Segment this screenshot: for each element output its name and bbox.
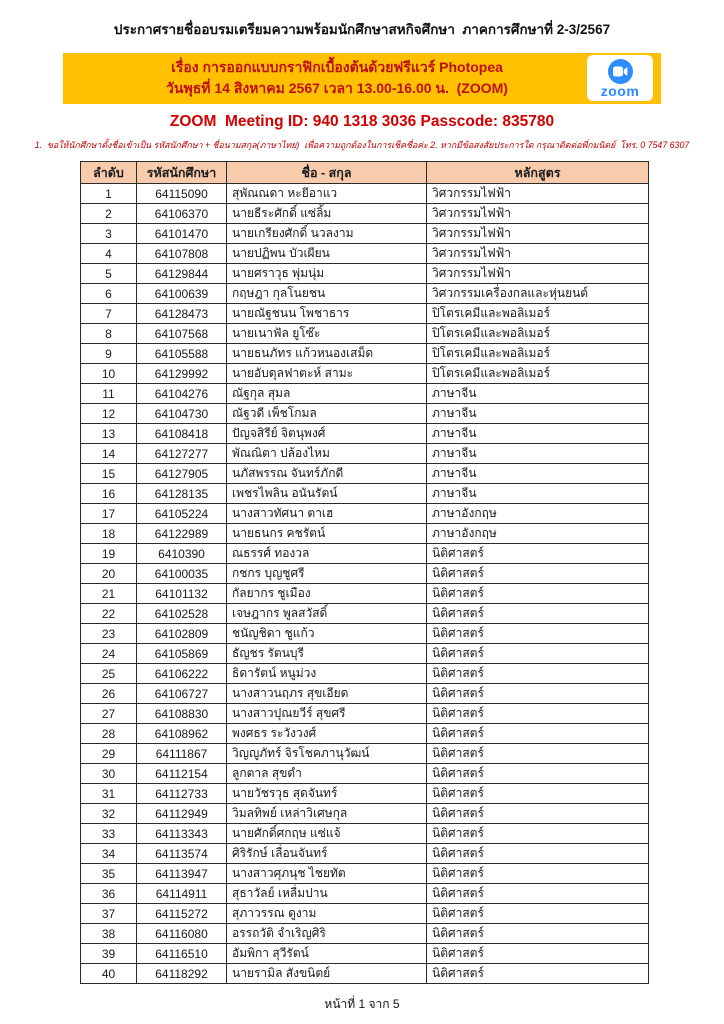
row-order-cell: 13 xyxy=(81,424,137,444)
student-name-cell: สุธาวัลย์ เหลื่มปาน xyxy=(227,884,427,904)
table-row xyxy=(81,424,649,444)
table-row xyxy=(81,364,649,384)
page-number: หน้าที่ 1 จาก 5 xyxy=(324,997,400,1011)
program-cell: นิติศาสตร์ xyxy=(427,764,649,784)
program-cell: ภาษาจีน xyxy=(427,404,649,424)
row-order-cell: 5 xyxy=(81,264,137,284)
student-table xyxy=(80,161,649,984)
banner-date-line: วันพุธที่ 14 สิงหาคม 2567 เวลา 13.00-16.00 น. (ZOOM) xyxy=(166,80,508,96)
table-row xyxy=(81,344,649,364)
program-cell: นิติศาสตร์ xyxy=(427,864,649,884)
student-name-cell: ณธรรศ์ ทองวล xyxy=(227,544,427,564)
table-row xyxy=(81,724,649,744)
table-row xyxy=(81,184,649,204)
student-name-cell: อัมพิกา สุวีรัตน์ xyxy=(227,944,427,964)
program-cell: ปิโตรเคมีและพอลิเมอร์ xyxy=(427,324,649,344)
student-name-cell: กฤษฎา กุลโนยชน xyxy=(227,284,427,304)
zoom-camera-icon xyxy=(608,59,633,84)
row-order-cell: 14 xyxy=(81,444,137,464)
row-order-cell: 10 xyxy=(81,364,137,384)
table-header-row xyxy=(81,162,649,184)
table-row xyxy=(81,924,649,944)
header-program: หลักสูตร xyxy=(427,162,649,184)
program-cell: นิติศาสตร์ xyxy=(427,964,649,984)
table-row xyxy=(81,224,649,244)
student-id-cell: 64127277 xyxy=(137,444,227,464)
row-order-cell: 22 xyxy=(81,604,137,624)
table-row xyxy=(81,644,649,664)
student-name-cell: ชนัญชิดา ชูแก้ว xyxy=(227,624,427,644)
table-row xyxy=(81,524,649,544)
student-name-cell: นางสาวทัศนา ตาเฮ xyxy=(227,504,427,524)
student-name-cell: นายเกรียงศักดิ์ นวลงาม xyxy=(227,224,427,244)
program-cell: นิติศาสตร์ xyxy=(427,624,649,644)
student-name-cell: ธิดารัตน์ หนูม่วง xyxy=(227,664,427,684)
student-id-cell: 64106727 xyxy=(137,684,227,704)
student-name-cell: นายอับดุลฟาตะห์ สามะ xyxy=(227,364,427,384)
student-name-cell: เพชรไพลิน อนันรัตน์ xyxy=(227,484,427,504)
program-cell: ปิโตรเคมีและพอลิเมอร์ xyxy=(427,304,649,324)
table-row xyxy=(81,684,649,704)
program-cell: นิติศาสตร์ xyxy=(427,784,649,804)
student-id-cell: 64102528 xyxy=(137,604,227,624)
program-cell: นิติศาสตร์ xyxy=(427,564,649,584)
table-row xyxy=(81,404,649,424)
header-name: ชื่อ - สกุล xyxy=(227,162,427,184)
student-id-cell: 64107568 xyxy=(137,324,227,344)
program-cell: วิศวกรรมไฟฟ้า xyxy=(427,184,649,204)
student-name-cell: นายปฏิพน บัวเผียน xyxy=(227,244,427,264)
student-id-cell: 64113947 xyxy=(137,864,227,884)
table-row xyxy=(81,504,649,524)
row-order-cell: 18 xyxy=(81,524,137,544)
row-order-cell: 37 xyxy=(81,904,137,924)
row-order-cell: 17 xyxy=(81,504,137,524)
table-row xyxy=(81,824,649,844)
student-id-cell: 64105588 xyxy=(137,344,227,364)
table-row xyxy=(81,884,649,904)
student-id-cell: 64115272 xyxy=(137,904,227,924)
program-cell: วิศวกรรมไฟฟ้า xyxy=(427,204,649,224)
program-cell: ภาษาจีน xyxy=(427,384,649,404)
table-row xyxy=(81,324,649,344)
table-row xyxy=(81,204,649,224)
student-id-cell: 64111867 xyxy=(137,744,227,764)
student-name-cell: พัณณิตา ปล้องไหม xyxy=(227,444,427,464)
table-row xyxy=(81,964,649,984)
table-row xyxy=(81,584,649,604)
student-id-cell: 64112733 xyxy=(137,784,227,804)
student-id-cell: 64108830 xyxy=(137,704,227,724)
student-name-cell: ณัฐกุล สุมล xyxy=(227,384,427,404)
table-row xyxy=(81,664,649,684)
table-row xyxy=(81,384,649,404)
banner-topic-line: เรื่อง การออกแบบกราฟิกเบื้องต้นด้วยฟรีแวร์ Photopea xyxy=(171,59,503,75)
student-name-cell: เจษฎากร พูลสวัสดิ์ xyxy=(227,604,427,624)
zoom-logo xyxy=(587,55,653,101)
table-row xyxy=(81,444,649,464)
row-order-cell: 35 xyxy=(81,864,137,884)
student-name-cell: สุภาวรรณ ดูงาม xyxy=(227,904,427,924)
student-id-cell: 64129844 xyxy=(137,264,227,284)
program-cell: นิติศาสตร์ xyxy=(427,584,649,604)
program-cell: นิติศาสตร์ xyxy=(427,804,649,824)
row-order-cell: 31 xyxy=(81,784,137,804)
student-name-cell: นางสาวนฤภร สุขเอียด xyxy=(227,684,427,704)
student-name-cell: นายธีระศักดิ์ แซ่ลิ้ม xyxy=(227,204,427,224)
row-order-cell: 11 xyxy=(81,384,137,404)
student-id-cell: 64129992 xyxy=(137,364,227,384)
row-order-cell: 40 xyxy=(81,964,137,984)
program-cell: นิติศาสตร์ xyxy=(427,924,649,944)
student-id-cell: 64107808 xyxy=(137,244,227,264)
table-row xyxy=(81,604,649,624)
student-id-cell: 64122989 xyxy=(137,524,227,544)
row-order-cell: 30 xyxy=(81,764,137,784)
student-id-cell: 64105869 xyxy=(137,644,227,664)
program-cell: ภาษาจีน xyxy=(427,484,649,504)
row-order-cell: 34 xyxy=(81,844,137,864)
student-name-cell: นายธนภัทร แก้วหนองเสม็ด xyxy=(227,344,427,364)
student-id-cell: 64116510 xyxy=(137,944,227,964)
table-row xyxy=(81,904,649,924)
student-id-cell: 64106222 xyxy=(137,664,227,684)
table-row xyxy=(81,764,649,784)
program-cell: นิติศาสตร์ xyxy=(427,724,649,744)
student-id-cell: 64115090 xyxy=(137,184,227,204)
student-table-body xyxy=(81,184,649,984)
page-title: ประกาศรายชื่ออบรมเตรียมความพร้อมนักศึกษาสหกิจศึกษา ภาคการศึกษาที่ 2-3/2567 xyxy=(113,22,611,37)
student-id-cell: 64104276 xyxy=(137,384,227,404)
student-name-cell: นางสาวศุภนุช ไชยทัต xyxy=(227,864,427,884)
program-cell: ปิโตรเคมีและพอลิเมอร์ xyxy=(427,344,649,364)
row-order-cell: 2 xyxy=(81,204,137,224)
student-id-cell: 6410390 xyxy=(137,544,227,564)
student-id-cell: 64118292 xyxy=(137,964,227,984)
program-cell: นิติศาสตร์ xyxy=(427,544,649,564)
table-row xyxy=(81,704,649,724)
row-order-cell: 12 xyxy=(81,404,137,424)
student-id-cell: 64104730 xyxy=(137,404,227,424)
table-row xyxy=(81,544,649,564)
student-id-cell: 64102809 xyxy=(137,624,227,644)
topic-banner xyxy=(63,53,661,104)
table-row xyxy=(81,944,649,964)
table-row xyxy=(81,844,649,864)
student-id-cell: 64114911 xyxy=(137,884,227,904)
student-name-cell: นายณัฐชนน โพชาธาร xyxy=(227,304,427,324)
program-cell: นิติศาสตร์ xyxy=(427,684,649,704)
row-order-cell: 36 xyxy=(81,884,137,904)
header-order: ลำดับ xyxy=(81,162,137,184)
table-row xyxy=(81,564,649,584)
row-order-cell: 8 xyxy=(81,324,137,344)
program-cell: ภาษาจีน xyxy=(427,464,649,484)
student-name-cell: นายศักดิ์ศกฤษ แซ่แจ้ xyxy=(227,824,427,844)
program-cell: วิศวกรรมเครื่องกลและหุ่นยนต์ xyxy=(427,284,649,304)
student-name-cell: ศิริรักษ์ เลื่อนจันทร์ xyxy=(227,844,427,864)
student-id-cell: 64106370 xyxy=(137,204,227,224)
student-name-cell: นางสาวปุณยวีร์ สุขศรี xyxy=(227,704,427,724)
student-name-cell: วิญญูภัทร์ จิรโชคภานุวัฒน์ xyxy=(227,744,427,764)
table-row xyxy=(81,484,649,504)
student-id-cell: 64108962 xyxy=(137,724,227,744)
row-order-cell: 25 xyxy=(81,664,137,684)
program-cell: นิติศาสตร์ xyxy=(427,704,649,724)
row-order-cell: 28 xyxy=(81,724,137,744)
student-name-cell: นายวัชรวุธ สุดจันทร์ xyxy=(227,784,427,804)
program-cell: นิติศาสตร์ xyxy=(427,904,649,924)
student-id-cell: 64128473 xyxy=(137,304,227,324)
row-order-cell: 33 xyxy=(81,824,137,844)
student-id-cell: 64127905 xyxy=(137,464,227,484)
table-row xyxy=(81,304,649,324)
row-order-cell: 7 xyxy=(81,304,137,324)
student-name-cell: นายศราวุธ พุ่มนุ่ม xyxy=(227,264,427,284)
table-row xyxy=(81,804,649,824)
zoom-logo-label: zoom xyxy=(600,82,640,99)
row-order-cell: 4 xyxy=(81,244,137,264)
row-order-cell: 39 xyxy=(81,944,137,964)
row-order-cell: 24 xyxy=(81,644,137,664)
row-order-cell: 38 xyxy=(81,924,137,944)
program-cell: นิติศาสตร์ xyxy=(427,884,649,904)
program-cell: ภาษาอังกฤษ xyxy=(427,504,649,524)
student-name-cell: นายรามิล สังขนิตย์ xyxy=(227,964,427,984)
student-name-cell: ปัญจสิรีย์ จิตนุพงศ์ xyxy=(227,424,427,444)
student-name-cell: นายธนกร คชรัตน์ xyxy=(227,524,427,544)
row-order-cell: 1 xyxy=(81,184,137,204)
program-cell: นิติศาสตร์ xyxy=(427,744,649,764)
program-cell: ภาษาอังกฤษ xyxy=(427,524,649,544)
student-name-cell: วิมลทิพย์ เหล่าวิเศษกุล xyxy=(227,804,427,824)
program-cell: วิศวกรรมไฟฟ้า xyxy=(427,224,649,244)
student-id-cell: 64112154 xyxy=(137,764,227,784)
student-id-cell: 64113343 xyxy=(137,824,227,844)
program-cell: ภาษาจีน xyxy=(427,444,649,464)
row-order-cell: 19 xyxy=(81,544,137,564)
row-order-cell: 9 xyxy=(81,344,137,364)
row-order-cell: 23 xyxy=(81,624,137,644)
row-order-cell: 6 xyxy=(81,284,137,304)
row-order-cell: 3 xyxy=(81,224,137,244)
table-row xyxy=(81,744,649,764)
student-id-cell: 64105224 xyxy=(137,504,227,524)
student-name-cell: นายเนาฟัล ยูโซ๊ะ xyxy=(227,324,427,344)
row-order-cell: 29 xyxy=(81,744,137,764)
student-name-cell: สุพัณณดา หะยีอาแว xyxy=(227,184,427,204)
row-order-cell: 27 xyxy=(81,704,137,724)
program-cell: ปิโตรเคมีและพอลิเมอร์ xyxy=(427,364,649,384)
row-order-cell: 16 xyxy=(81,484,137,504)
student-name-cell: ลูกตาล สุขดำ xyxy=(227,764,427,784)
table-row xyxy=(81,284,649,304)
student-name-cell: นภัสพรรณ จันทร์ภักดี xyxy=(227,464,427,484)
student-id-cell: 64113574 xyxy=(137,844,227,864)
program-cell: นิติศาสตร์ xyxy=(427,644,649,664)
student-name-cell: ณัฐวดี เพ็ชโกมล xyxy=(227,404,427,424)
student-id-cell: 64116080 xyxy=(137,924,227,944)
program-cell: นิติศาสตร์ xyxy=(427,664,649,684)
student-name-cell: อรรถวัติ จำเริญศิริ xyxy=(227,924,427,944)
student-name-cell: กชกร บุญชูศรี xyxy=(227,564,427,584)
student-id-cell: 64100639 xyxy=(137,284,227,304)
program-cell: วิศวกรรมไฟฟ้า xyxy=(427,244,649,264)
table-row xyxy=(81,464,649,484)
row-order-cell: 21 xyxy=(81,584,137,604)
table-row xyxy=(81,264,649,284)
program-cell: นิติศาสตร์ xyxy=(427,944,649,964)
instructions-note: 1. ขอให้นักศึกษาตั้งชื่อเข้าเป็น รหัสนักศึกษา + ชื่อนามสกุล(ภาษาไทย) เพื่อความถูกต้องในการเช็คชื่อค่ะ 2. หากมีข้อสงสัยประการใด กรุณาติดต่อพี่กมนิตย์ โทร. 0 7547 6307 xyxy=(34,140,690,150)
student-id-cell: 64112949 xyxy=(137,804,227,824)
program-cell: ภาษาจีน xyxy=(427,424,649,444)
program-cell: นิติศาสตร์ xyxy=(427,604,649,624)
header-student-id: รหัสนักศึกษา xyxy=(137,162,227,184)
table-row xyxy=(81,624,649,644)
row-order-cell: 32 xyxy=(81,804,137,824)
program-cell: วิศวกรรมไฟฟ้า xyxy=(427,264,649,284)
table-row xyxy=(81,244,649,264)
table-row xyxy=(81,784,649,804)
row-order-cell: 26 xyxy=(81,684,137,704)
student-name-cell: พงศธร ระวังวงศ์ xyxy=(227,724,427,744)
row-order-cell: 20 xyxy=(81,564,137,584)
student-name-cell: ธัญชร รัตนบุรี xyxy=(227,644,427,664)
student-id-cell: 64100035 xyxy=(137,564,227,584)
program-cell: นิติศาสตร์ xyxy=(427,824,649,844)
row-order-cell: 15 xyxy=(81,464,137,484)
student-id-cell: 64128135 xyxy=(137,484,227,504)
student-id-cell: 64101132 xyxy=(137,584,227,604)
meeting-id-line: ZOOM Meeting ID: 940 1318 3036 Passcode: 835780 xyxy=(169,113,555,130)
program-cell: นิติศาสตร์ xyxy=(427,844,649,864)
table-row xyxy=(81,864,649,884)
student-id-cell: 64108418 xyxy=(137,424,227,444)
student-name-cell: กัลยากร ชูเมือง xyxy=(227,584,427,604)
student-id-cell: 64101470 xyxy=(137,224,227,244)
